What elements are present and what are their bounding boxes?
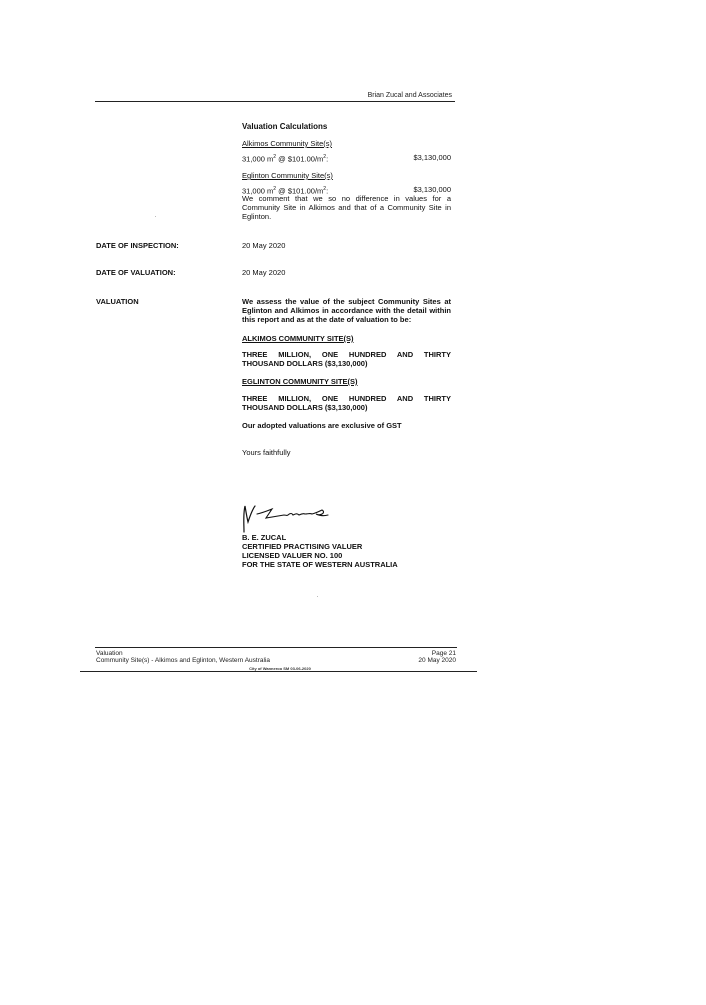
footer-date: 20 May 2020 bbox=[418, 657, 456, 664]
gst-note: Our adopted valuations are exclusive of GST bbox=[242, 421, 402, 430]
alkimos-amount-line2: THOUSAND DOLLARS ($3,130,000) bbox=[242, 359, 368, 368]
eglinton-value: $3,130,000 bbox=[413, 185, 451, 194]
footer-bottom-rule bbox=[80, 671, 477, 672]
inspection-label: DATE OF INSPECTION: bbox=[96, 241, 179, 250]
footer-rule bbox=[95, 647, 457, 648]
footer-stamp: City of Wanneroo SM 03-06-2020 bbox=[249, 666, 311, 671]
valuation-label: VALUATION bbox=[96, 297, 139, 306]
valuation-intro: We assess the value of the subject Community Sites at Eglinton and Alkimos in accordance with the detail within this report and as at the date of valuation to be: bbox=[242, 297, 451, 324]
inspection-date: 20 May 2020 bbox=[242, 241, 286, 250]
signatory-title-1: CERTIFIED PRACTISING VALUER bbox=[242, 542, 363, 551]
alkimos-valuation-heading: ALKIMOS COMMUNITY SITE(S) bbox=[242, 334, 354, 343]
scan-speck bbox=[155, 216, 156, 217]
firm-name: Brian Zucal and Associates bbox=[367, 92, 452, 99]
footer-doc-type: Valuation bbox=[96, 650, 123, 657]
closing-salutation: Yours faithfully bbox=[242, 448, 291, 457]
signature-image bbox=[238, 498, 338, 534]
valuation-date-label: DATE OF VALUATION: bbox=[96, 268, 176, 277]
eglinton-valuation-heading: EGLINTON COMMUNITY SITE(S) bbox=[242, 377, 358, 386]
alkimos-value: $3,130,000 bbox=[413, 153, 451, 162]
valuation-date: 20 May 2020 bbox=[242, 268, 286, 277]
eglinton-amount-line2: THOUSAND DOLLARS ($3,130,000) bbox=[242, 403, 368, 412]
alkimos-calculation: 31,000 $m^2$ @ $\$101.00/m^2$: bbox=[242, 154, 329, 164]
eglinton-calculation: 31,000 $m^2$ @ $\$101.00/m^2$: bbox=[242, 186, 329, 196]
eglinton-amount-line1: THREE MILLION, ONE HUNDRED AND THIRTY bbox=[242, 394, 451, 403]
scan-speck bbox=[317, 596, 318, 597]
footer-subject: Community Site(s) - Alkimos and Eglinton, Western Australia bbox=[96, 657, 271, 664]
comment-paragraph: We comment that we so no difference in values for a Community Site in Alkimos and that of a Community Site in Eglinton. bbox=[242, 194, 451, 221]
header-rule bbox=[95, 101, 455, 102]
eglinton-site-heading: Eglinton Community Site(s) bbox=[242, 171, 333, 180]
alkimos-amount-line1: THREE MILLION, ONE HUNDRED AND THIRTY bbox=[242, 350, 451, 359]
alkimos-site-heading: Alkimos Community Site(s) bbox=[242, 139, 333, 148]
signatory-name: B. E. ZUCAL bbox=[242, 533, 287, 542]
signatory-title-3: FOR THE STATE OF WESTERN AUSTRALIA bbox=[242, 560, 398, 569]
footer-page-number: Page 21 bbox=[431, 650, 456, 657]
calculations-title: Valuation Calculations bbox=[242, 122, 328, 131]
signatory-title-2: LICENSED VALUER NO. 100 bbox=[242, 551, 343, 560]
